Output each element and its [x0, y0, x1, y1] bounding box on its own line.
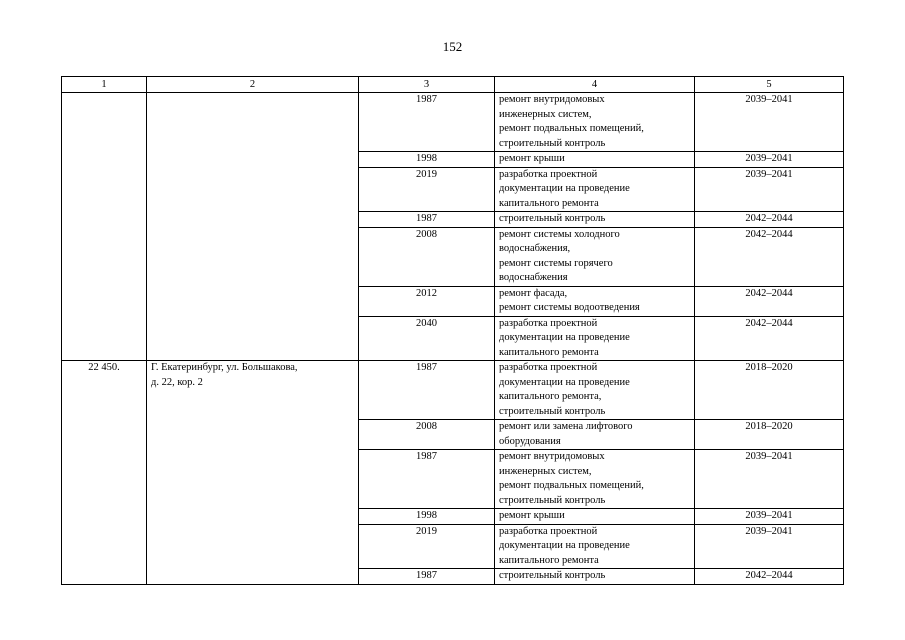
work-text: ремонт крыши: [499, 153, 565, 164]
work-text: ремонт внутридомовых инженерных систем, ремонт подвальных помещений, строительный контроль: [499, 94, 644, 149]
year-cell: 2008: [359, 420, 495, 450]
year-cell: 2019: [359, 167, 495, 212]
work-text: разработка проектной документации на проведение капитального ремонта: [499, 317, 630, 358]
table-row: [62, 361, 844, 420]
year-cell: 1987: [359, 361, 495, 420]
period-cell: 2042–2044: [695, 212, 844, 228]
year-cell: 1998: [359, 152, 495, 168]
continuation-number-cell: [62, 93, 147, 361]
work-cell: [495, 152, 695, 168]
year-cell: 1987: [359, 450, 495, 509]
period-cell: 2039–2041: [695, 524, 844, 569]
year-cell: 1998: [359, 509, 495, 525]
year-cell: 2012: [359, 286, 495, 316]
column-header-1: 1: [62, 77, 147, 93]
period-cell: 2042–2044: [695, 316, 844, 361]
capital-repair-table: [61, 76, 844, 585]
period-cell: 2039–2041: [695, 450, 844, 509]
column-header-4: 4: [495, 77, 695, 93]
period-cell: 2042–2044: [695, 227, 844, 286]
entry-number-cell: 22 450.: [62, 361, 147, 585]
year-cell: 2019: [359, 524, 495, 569]
continuation-address-cell: [147, 93, 359, 361]
entry-address-cell: [147, 361, 359, 585]
work-cell: [495, 450, 695, 509]
work-text: строительный контроль: [499, 570, 606, 581]
period-cell: 2018–2020: [695, 420, 844, 450]
period-cell: 2039–2041: [695, 509, 844, 525]
work-text: ремонт системы холодного водоснабжения, ремонт системы горячего водоснабжения: [499, 228, 620, 283]
period-cell: 2018–2020: [695, 361, 844, 420]
work-cell: [495, 361, 695, 420]
work-text: разработка проектной документации на проведение капитального ремонта, строительный контроль: [499, 362, 630, 417]
column-header-2: 2: [147, 77, 359, 93]
work-text: ремонт или замена лифтового оборудования: [499, 421, 633, 447]
column-header-3: 3: [359, 77, 495, 93]
work-cell: [495, 93, 695, 152]
work-cell: [495, 167, 695, 212]
table-body: [62, 93, 844, 585]
column-header-5: 5: [695, 77, 844, 93]
work-cell: [495, 524, 695, 569]
column-number-row: [62, 77, 844, 93]
year-cell: 2008: [359, 227, 495, 286]
year-cell: 2040: [359, 316, 495, 361]
work-cell: [495, 212, 695, 228]
work-text: строительный контроль: [499, 213, 606, 224]
work-cell: [495, 569, 695, 585]
table-row: [62, 93, 844, 152]
page-number: 152: [442, 39, 463, 54]
period-cell: 2039–2041: [695, 167, 844, 212]
work-cell: [495, 286, 695, 316]
work-text: ремонт внутридомовых инженерных систем, ремонт подвальных помещений, строительный контроль: [499, 451, 644, 506]
work-text: разработка проектной документации на проведение капитального ремонта: [499, 525, 630, 566]
year-cell: 1987: [359, 569, 495, 585]
period-cell: 2042–2044: [695, 569, 844, 585]
work-text: ремонт крыши: [499, 510, 565, 521]
period-cell: 2042–2044: [695, 286, 844, 316]
work-cell: [495, 509, 695, 525]
work-cell: [495, 420, 695, 450]
work-cell: [495, 316, 695, 361]
year-cell: 1987: [359, 212, 495, 228]
work-text: разработка проектной документации на проведение капитального ремонта: [499, 168, 630, 209]
period-cell: 2039–2041: [695, 152, 844, 168]
address-text: Г. Екатеринбург, ул. Большакова, д. 22, кор. 2: [151, 362, 298, 388]
work-text: ремонт фасада, ремонт системы водоотведения: [499, 287, 640, 313]
period-cell: 2039–2041: [695, 93, 844, 152]
work-cell: [495, 227, 695, 286]
year-cell: 1987: [359, 93, 495, 152]
